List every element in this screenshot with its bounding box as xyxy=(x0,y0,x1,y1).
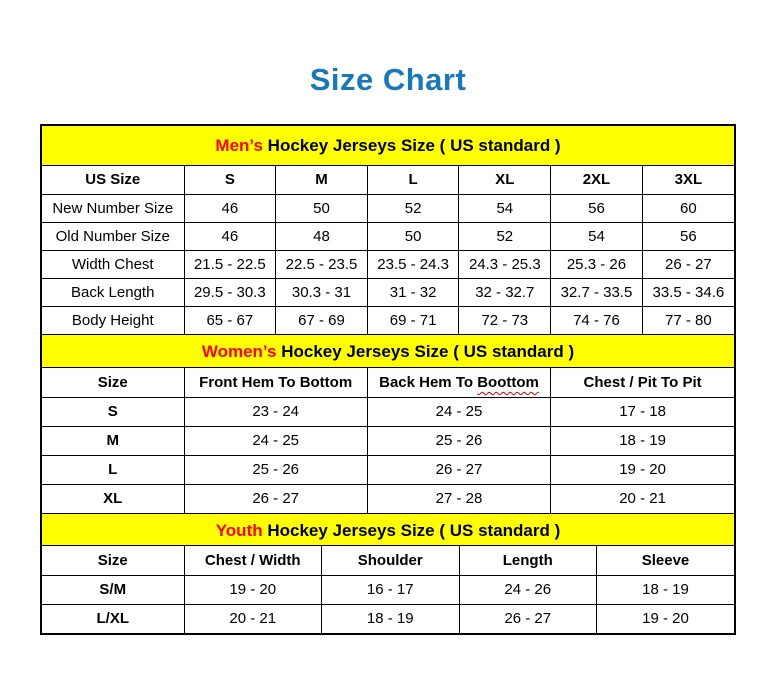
value-cell: 54 xyxy=(551,222,643,250)
column-header-cell: Size xyxy=(42,546,184,575)
size-chart-table xyxy=(40,124,736,635)
value-cell: 69 - 71 xyxy=(367,306,459,334)
value-cell: 19 - 20 xyxy=(184,575,322,604)
row-label-cell: Back Length xyxy=(42,278,184,306)
value-cell: 21.5 - 22.5 xyxy=(184,250,276,278)
section-band-youth-title: Hockey Jerseys Size ( US standard ) xyxy=(262,521,561,540)
value-cell: 48 xyxy=(276,222,368,250)
value-cell: 24 - 25 xyxy=(184,426,367,455)
value-cell: 46 xyxy=(184,222,276,250)
value-cell: 65 - 67 xyxy=(184,306,276,334)
table-row xyxy=(42,604,734,633)
value-cell: 24 - 26 xyxy=(459,575,597,604)
section-band-youth xyxy=(42,513,734,546)
table-row xyxy=(42,575,734,604)
row-label-cell: Old Number Size xyxy=(42,222,184,250)
value-cell: 23 - 24 xyxy=(184,397,367,426)
value-cell: 19 - 20 xyxy=(551,455,734,484)
value-cell: 20 - 21 xyxy=(184,604,322,633)
value-cell: 31 - 32 xyxy=(367,278,459,306)
value-cell: 74 - 76 xyxy=(551,306,643,334)
row-label-cell: S xyxy=(42,397,184,426)
value-cell: 56 xyxy=(551,194,643,222)
column-header-cell: Size xyxy=(42,368,184,397)
column-header-cell: XL xyxy=(459,166,551,194)
column-header-cell: US Size xyxy=(42,166,184,194)
section-band-youth-highlight: Youth xyxy=(215,521,263,540)
value-cell: 33.5 - 34.6 xyxy=(642,278,734,306)
value-cell: 56 xyxy=(642,222,734,250)
value-cell: 24.3 - 25.3 xyxy=(459,250,551,278)
row-label-cell: L xyxy=(42,455,184,484)
table-row xyxy=(42,222,734,250)
value-cell: 18 - 19 xyxy=(322,604,460,633)
section-band-mens-title: Hockey Jerseys Size ( US standard ) xyxy=(262,136,561,155)
column-header-cell: Shoulder xyxy=(322,546,460,575)
row-label-cell: Body Height xyxy=(42,306,184,334)
row-label-cell: New Number Size xyxy=(42,194,184,222)
table-row xyxy=(42,278,734,306)
section-band-womens xyxy=(42,334,734,368)
section-band-womens-title: Hockey Jerseys Size ( US standard ) xyxy=(276,342,575,361)
value-cell: 50 xyxy=(276,194,368,222)
header-row xyxy=(42,368,734,397)
table-row xyxy=(42,455,734,484)
value-cell: 29.5 - 30.3 xyxy=(184,278,276,306)
value-cell: 16 - 17 xyxy=(322,575,460,604)
column-header-cell: Length xyxy=(459,546,597,575)
value-cell: 50 xyxy=(367,222,459,250)
value-cell: 32.7 - 33.5 xyxy=(551,278,643,306)
section-band-mens-highlight: Men’s xyxy=(215,136,263,155)
column-header-cell: 3XL xyxy=(642,166,734,194)
value-cell: 25 - 26 xyxy=(184,455,367,484)
table-row xyxy=(42,250,734,278)
value-cell: 77 - 80 xyxy=(642,306,734,334)
value-cell: 23.5 - 24.3 xyxy=(367,250,459,278)
column-header-cell: Chest / Width xyxy=(184,546,322,575)
value-cell: 27 - 28 xyxy=(367,484,550,513)
row-label-cell: L/XL xyxy=(42,604,184,633)
value-cell: 54 xyxy=(459,194,551,222)
row-label-cell: S/M xyxy=(42,575,184,604)
mens-size-table xyxy=(42,166,734,334)
column-header-cell: Chest / Pit To Pit xyxy=(551,368,734,397)
page-title: Size Chart xyxy=(309,62,467,97)
womens-size-table xyxy=(42,368,734,513)
value-cell: 26 - 27 xyxy=(642,250,734,278)
table-row xyxy=(42,397,734,426)
row-label-cell: Width Chest xyxy=(42,250,184,278)
section-band-womens-highlight: Women’s xyxy=(201,342,277,361)
table-row xyxy=(42,484,734,513)
value-cell: 72 - 73 xyxy=(459,306,551,334)
value-cell: 52 xyxy=(459,222,551,250)
section-band-mens xyxy=(42,126,734,166)
value-cell: 46 xyxy=(184,194,276,222)
value-cell: 26 - 27 xyxy=(459,604,597,633)
table-row xyxy=(42,306,734,334)
value-cell: 24 - 25 xyxy=(367,397,550,426)
value-cell: 19 - 20 xyxy=(597,604,735,633)
youth-size-table xyxy=(42,546,734,633)
value-cell: 22.5 - 23.5 xyxy=(276,250,368,278)
table-row xyxy=(42,426,734,455)
value-cell: 26 - 27 xyxy=(367,455,550,484)
value-cell: 60 xyxy=(642,194,734,222)
value-cell: 17 - 18 xyxy=(551,397,734,426)
column-header-cell: L xyxy=(367,166,459,194)
value-cell: 18 - 19 xyxy=(597,575,735,604)
misspelled-word: Boottom xyxy=(477,373,539,391)
value-cell: 67 - 69 xyxy=(276,306,368,334)
value-cell: 20 - 21 xyxy=(551,484,734,513)
header-row xyxy=(42,546,734,575)
value-cell: 32 - 32.7 xyxy=(459,278,551,306)
column-header-cell: M xyxy=(276,166,368,194)
row-label-cell: XL xyxy=(42,484,184,513)
column-header-cell xyxy=(367,368,550,397)
header-text: Back Hem To xyxy=(379,373,478,391)
value-cell: 25.3 - 26 xyxy=(551,250,643,278)
value-cell: 18 - 19 xyxy=(551,426,734,455)
value-cell: 52 xyxy=(367,194,459,222)
column-header-cell: S xyxy=(184,166,276,194)
value-cell: 26 - 27 xyxy=(184,484,367,513)
row-label-cell: M xyxy=(42,426,184,455)
column-header-cell: Sleeve xyxy=(597,546,735,575)
header-row xyxy=(42,166,734,194)
value-cell: 30.3 - 31 xyxy=(276,278,368,306)
column-header-cell: 2XL xyxy=(551,166,643,194)
value-cell: 25 - 26 xyxy=(367,426,550,455)
column-header-cell: Front Hem To Bottom xyxy=(184,368,367,397)
table-row xyxy=(42,194,734,222)
